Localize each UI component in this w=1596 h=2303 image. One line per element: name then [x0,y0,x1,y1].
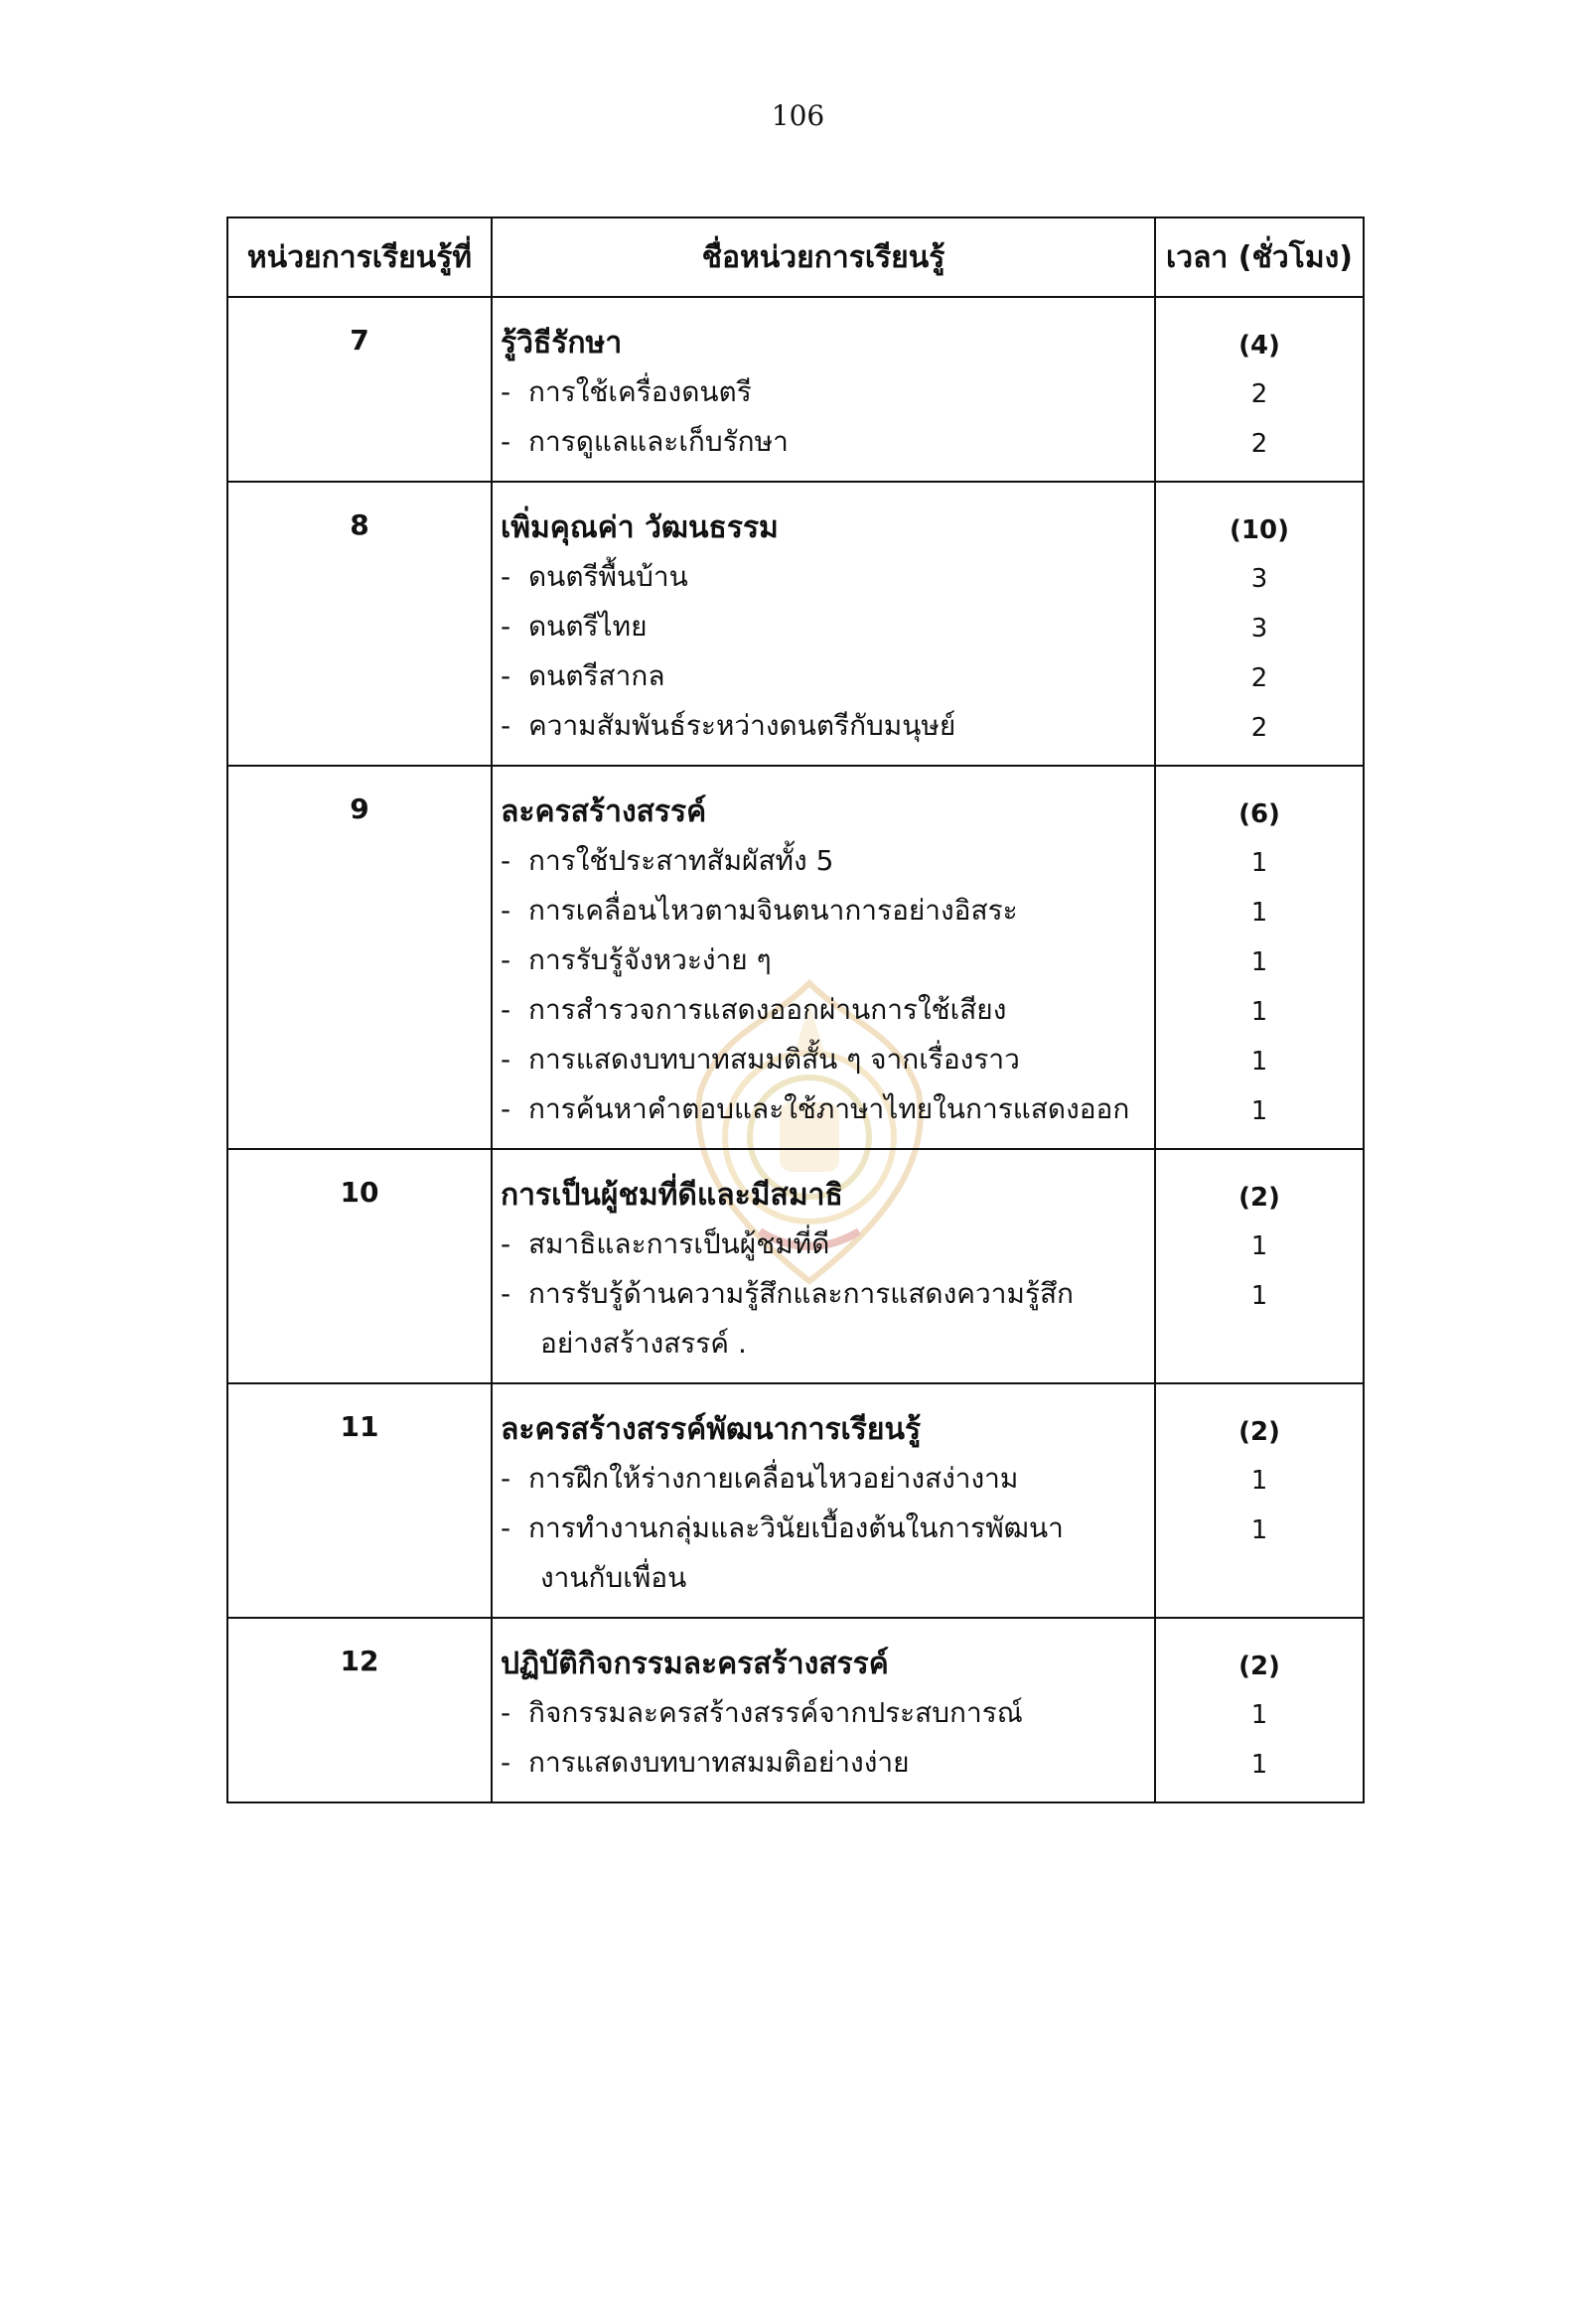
unit-title: เพิ่มคุณค่า วัฒนธรรม [501,510,779,545]
unit-topics-cell [492,1149,1155,1383]
topic-hours: 1 [1250,898,1268,928]
table-row [227,766,1364,1149]
topic-item [501,1454,1144,1504]
bullet-dash: - [501,1462,511,1495]
topic-hours: 1 [1250,1466,1268,1496]
topic-hours: 2 [1250,713,1268,743]
bullet-dash: - [501,1043,511,1076]
unit-hours-cell [1155,1383,1364,1618]
unit-number: 9 [227,766,492,1149]
unit-title: ปฏิบัติกิจกรรมละครสร้างสรรค์ [501,1647,889,1681]
topic-hours: 1 [1250,1047,1268,1077]
unit-total-hours: (2) [1238,1183,1280,1213]
bullet-dash: - [501,425,511,458]
page-number: 106 [771,99,825,132]
topic-text: ความสัมพันธ์ระหว่างดนตรีกับมนุษย์ [528,709,956,742]
topic-text: สมาธิและการเป็นผู้ชมที่ดี [528,1227,830,1260]
unit-hours-cell [1155,1618,1364,1802]
topic-item [501,701,1144,751]
topic-hours: 2 [1250,379,1268,409]
topic-hours: 1 [1250,997,1268,1027]
bullet-dash: - [501,1746,511,1779]
bullet-dash: - [501,844,511,877]
topic-hours: 1 [1250,1096,1268,1126]
bullet-dash: - [501,1696,511,1729]
table-row [227,1149,1364,1383]
topic-hours: 1 [1250,1281,1268,1311]
unit-hours-cell [1155,482,1364,766]
topic-item [501,651,1144,701]
topic-hours: 2 [1250,663,1268,693]
unit-topics-cell [492,1618,1155,1802]
bullet-dash: - [501,1092,511,1125]
unit-number: 8 [227,482,492,766]
topic-item [501,1688,1144,1738]
topic-item [501,552,1144,602]
topic-item [501,417,1144,467]
unit-title: การเป็นผู้ชมที่ดีและมีสมาธิ [501,1178,843,1213]
bullet-dash: - [501,560,511,593]
topic-text: การรับรู้จังหวะง่าย ๆ [528,943,772,976]
topic-item [501,886,1144,936]
table-row [227,297,1364,482]
unit-topics-cell [492,766,1155,1149]
unit-title: ละครสร้างสรรค์พัฒนาการเรียนรู้ [501,1412,922,1447]
header-unit-name: ชื่อหน่วยการเรียนรู้ [492,217,1155,297]
topic-text: อย่างสร้างสรรค์ . [540,1327,747,1360]
topic-text: การค้นหาคำตอบและใช้ภาษาไทยในการแสดงออก [528,1092,1130,1125]
table-row [227,482,1364,766]
topic-text: ดนตรีไทย [528,610,648,643]
topic-item [501,1035,1144,1084]
unit-number: 11 [227,1383,492,1618]
topic-hours: 1 [1250,1515,1268,1545]
topic-text: การใช้ประสาทสัมผัสทั้ง 5 [528,844,834,877]
topic-item [501,1738,1144,1788]
unit-hours-cell [1155,1149,1364,1383]
topic-hours: 1 [1250,1700,1268,1730]
topic-hours: 1 [1250,848,1268,878]
topic-text: การเคลื่อนไหวตามจินตนาการอย่างอิสระ [528,894,1018,927]
unit-number: 10 [227,1149,492,1383]
unit-hours-cell [1155,297,1364,482]
topic-text: การแสดงบทบาทสมมติสั้น ๆ จากเรื่องราว [528,1043,1020,1076]
unit-topics-cell [492,1383,1155,1618]
topic-item [501,1084,1144,1134]
header-unit-number: หน่วยการเรียนรู้ที่ [227,217,492,297]
topic-text: กิจกรรมละครสร้างสรรค์จากประสบการณ์ [528,1696,1023,1729]
bullet-dash: - [501,709,511,742]
bullet-dash: - [501,894,511,927]
topic-text: ดนตรีสากล [528,659,665,692]
table-row [227,1618,1364,1802]
unit-topics-cell [492,482,1155,766]
topic-hours: 1 [1250,1231,1268,1261]
topic-text: การทำงานกลุ่มและวินัยเบื้องต้นในการพัฒนา [528,1511,1064,1544]
unit-topics-cell [492,297,1155,482]
topic-item [501,602,1144,651]
topic-text: งานกับเพื่อน [540,1561,687,1594]
unit-number: 12 [227,1618,492,1802]
bullet-dash: - [501,610,511,643]
unit-title: ละครสร้างสรรค์ [501,794,707,829]
topic-hours: 3 [1250,564,1268,594]
topic-text: การใช้เครื่องดนตรี [528,375,752,408]
bullet-dash: - [501,1277,511,1310]
topic-item [501,1220,1144,1269]
topic-item-continuation [501,1553,1144,1603]
unit-total-hours: (2) [1238,1417,1280,1447]
unit-title: รู้วิธีรักษา [501,326,623,360]
topic-text: การรับรู้ด้านความรู้สึกและการแสดงความรู้สึก [528,1277,1074,1310]
topic-text: การสำรวจการแสดงออกผ่านการใช้เสียง [528,993,1007,1026]
topic-hours-spacer [1156,1555,1363,1605]
topic-text: ดนตรีพื้นบ้าน [528,560,688,593]
bullet-dash: - [501,1227,511,1260]
unit-hours-cell [1155,766,1364,1149]
topic-hours: 1 [1250,947,1268,977]
topic-hours: 2 [1250,429,1268,459]
topic-item [501,1504,1144,1553]
unit-number: 7 [227,297,492,482]
header-hours: เวลา (ชั่วโมง) [1155,217,1364,297]
unit-total-hours: (10) [1230,515,1289,545]
topic-text: การดูแลและเก็บรักษา [528,425,789,458]
bullet-dash: - [501,993,511,1026]
unit-total-hours: (4) [1238,331,1280,360]
topic-item [501,836,1144,886]
learning-units-table [226,216,1365,1803]
topic-item [501,1269,1144,1319]
bullet-dash: - [501,375,511,408]
unit-total-hours: (6) [1238,799,1280,829]
bullet-dash: - [501,1511,511,1544]
topic-text: การแสดงบทบาทสมมติอย่างง่าย [528,1746,910,1779]
topic-hours: 1 [1250,1750,1268,1780]
bullet-dash: - [501,659,511,692]
topic-hours: 3 [1250,614,1268,644]
table-row [227,1383,1364,1618]
topic-item [501,985,1144,1035]
unit-total-hours: (2) [1238,1652,1280,1681]
topic-item [501,936,1144,985]
topic-item-continuation [501,1319,1144,1368]
bullet-dash: - [501,943,511,976]
table-header-row [227,217,1364,297]
topic-item [501,367,1144,417]
topic-text: การฝึกให้ร่างกายเคลื่อนไหวอย่างสง่างาม [528,1462,1019,1495]
topic-hours-spacer [1156,1321,1363,1370]
